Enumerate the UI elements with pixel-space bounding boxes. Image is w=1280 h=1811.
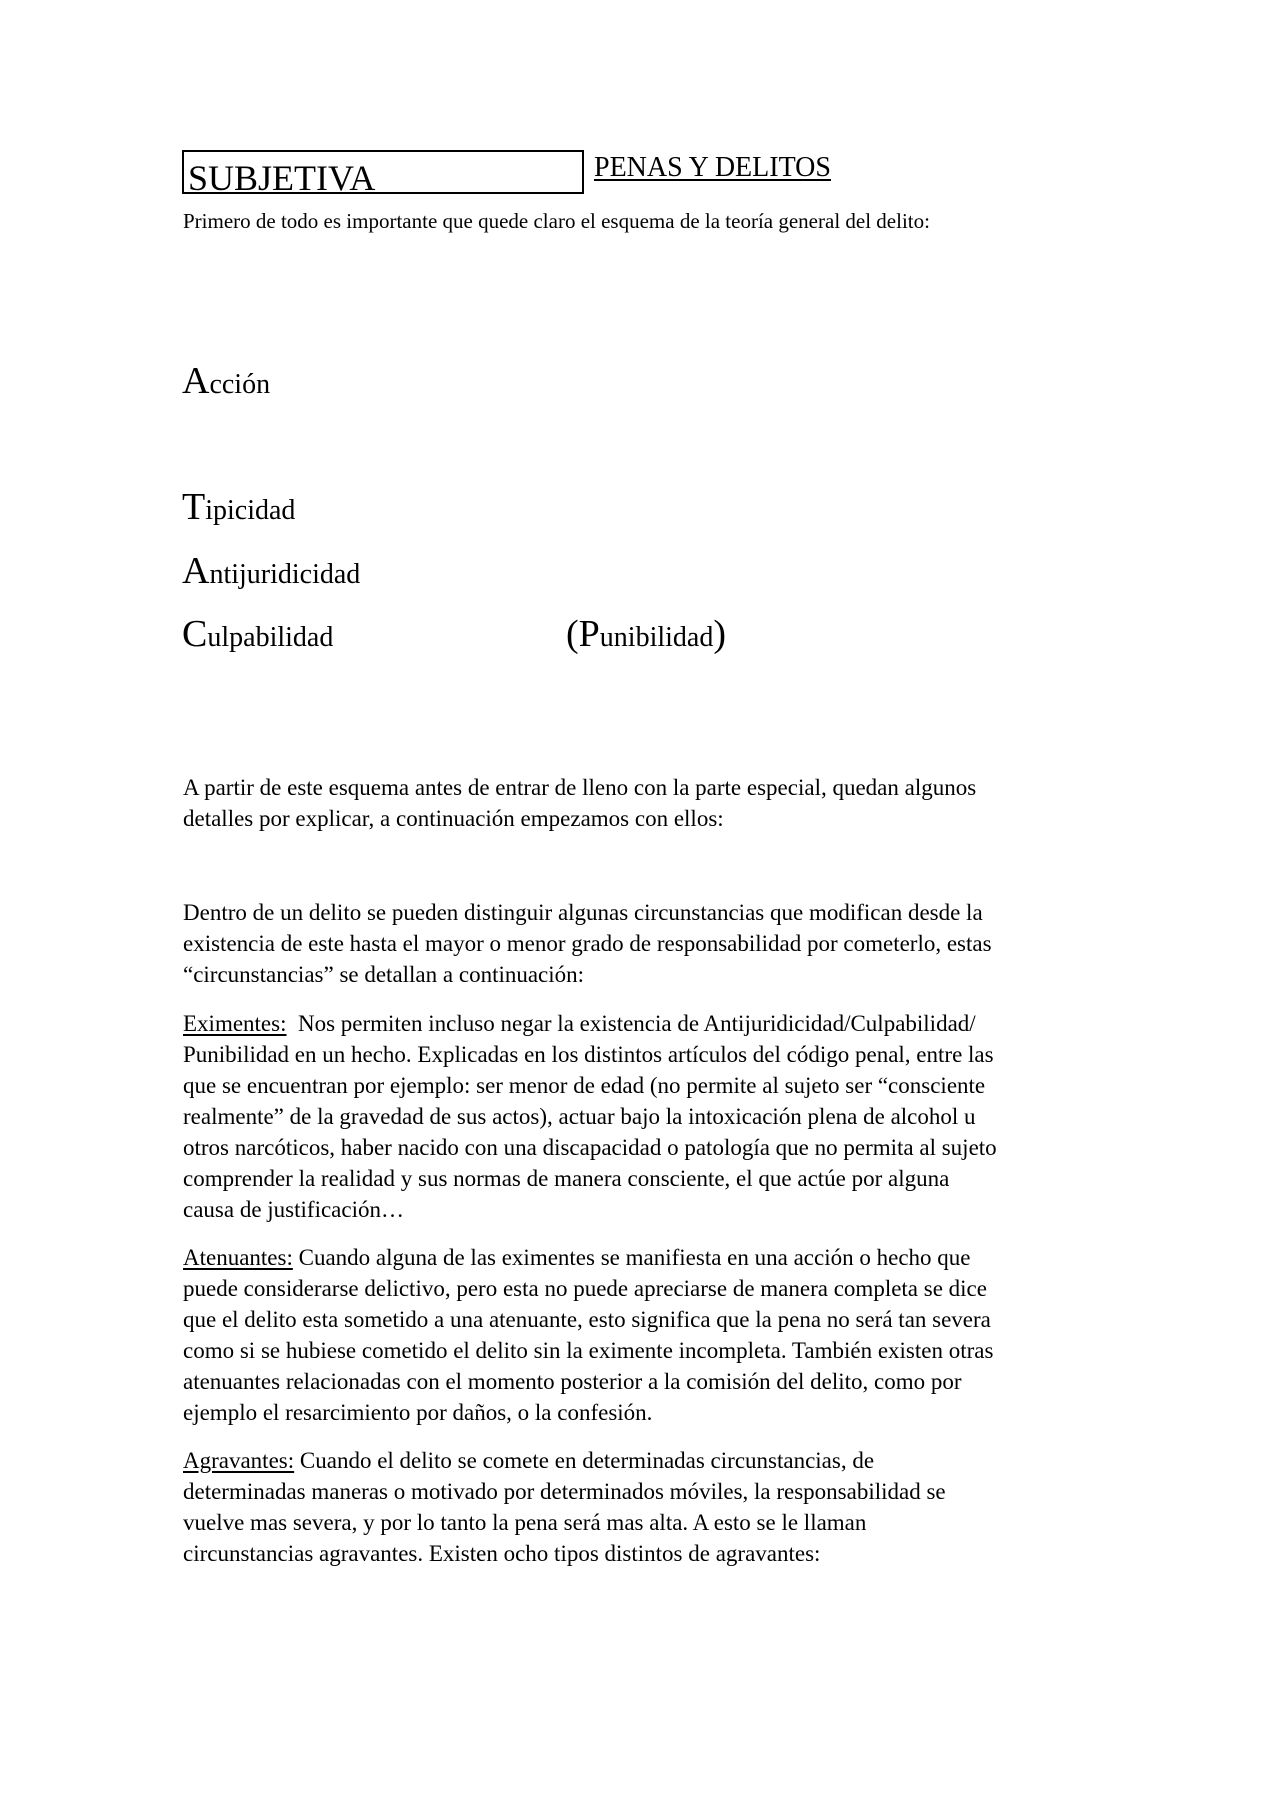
paragraph-line: vuelve mas severa, y por lo tanto la pena será mas alta. A esto se le llaman (183, 1510, 867, 1535)
paragraph-line: que el delito esta sometido a una atenuante, esto significa que la pena no será tan severa (183, 1307, 991, 1332)
scheme-tipicidad-rest: ipicidad (205, 495, 296, 526)
scheme-accion (182, 360, 271, 402)
scheme-punibilidad-rest: unibilidad (599, 622, 714, 653)
scheme-punibilidad-initial: P (578, 613, 600, 655)
scheme-culpabilidad (182, 613, 334, 655)
subject-label: SUBJETIVA (188, 158, 376, 198)
paragraph-line: determinadas maneras o motivado por determinados móviles, la responsabilidad se (183, 1479, 946, 1504)
course-title: PENAS Y DELITOS (594, 152, 831, 183)
paragraph-first-line (183, 1008, 1123, 1039)
paragraph-dentro (183, 897, 1123, 990)
paragraph-line: causa de justificación… (183, 1197, 404, 1222)
paragraph-line: comprender la realidad y sus normas de manera consciente, el que actúe por alguna (183, 1166, 950, 1191)
paragraph-agravantes (183, 1445, 1123, 1569)
paragraph-line: existencia de este hasta el mayor o menor grado de responsabilidad por cometerlo, estas (183, 931, 992, 956)
paragraph-line: otros narcóticos, haber nacido con una discapacidad o patología que no permita al sujeto (183, 1135, 997, 1160)
paragraph-line: Punibilidad en un hecho. Explicadas en los distintos artículos del código penal, entre las (183, 1042, 994, 1067)
paragraph-line-rest: Cuando alguna de las eximentes se manifiesta en una acción o hecho que (292, 1245, 971, 1270)
scheme-antijuridicidad (182, 550, 361, 592)
paragraph-line: A partir de este esquema antes de entrar de lleno con la parte especial, quedan algunos (183, 775, 977, 800)
paragraph-line: atenuantes relacionadas con el momento posterior a la comisión del delito, como por (183, 1369, 962, 1394)
paragraph-line: “circunstancias” se detallan a continuación: (183, 962, 585, 987)
paragraph-line: Dentro de un delito se pueden distinguir algunas circunstancias que modifican desde la (183, 900, 983, 925)
scheme-tipicidad (182, 486, 296, 528)
paragraph-line: realmente” de la gravedad de sus actos), actuar bajo la intoxicación plena de alcohol u (183, 1104, 976, 1129)
scheme-antijuridicidad-initial: A (182, 550, 210, 592)
paragraph-line-rest: Nos permiten incluso negar la existencia de Antijuridicidad/Culpabilidad/ (286, 1011, 976, 1036)
paragraph-line: que se encuentran por ejemplo: ser menor de edad (no permite al sujeto ser “consciente (183, 1073, 986, 1098)
scheme-culpabilidad-initial: C (182, 613, 208, 655)
scheme-culpabilidad-rest: ulpabilidad (207, 622, 334, 653)
paragraph-line-rest: Cuando el delito se comete en determinadas circunstancias, de (294, 1448, 875, 1473)
term-atenuantes: Atenuantes: (183, 1245, 293, 1270)
scheme-accion-initial: A (182, 360, 210, 402)
paragraph-line: ejemplo el resarcimiento por daños, o la confesión. (183, 1400, 653, 1425)
scheme-antijuridicidad-rest: ntijuridicidad (209, 559, 361, 590)
paragraph-first-line (183, 1445, 1123, 1476)
paragraph-first-line (183, 1242, 1123, 1273)
term-agravantes: Agravantes: (183, 1448, 295, 1473)
paragraph-partir (183, 772, 1123, 834)
intro-text: Primero de todo es importante que quede claro el esquema de la teoría general del delito: (183, 209, 930, 233)
scheme-punibilidad-open: ( (566, 613, 579, 655)
paragraph-line: circunstancias agravantes. Existen ocho tipos distintos de agravantes: (183, 1541, 821, 1566)
scheme-tipicidad-initial: T (182, 486, 206, 528)
scheme-punibilidad (566, 613, 726, 655)
paragraph-line: como si se hubiese cometido el delito sin la eximente incompleta. También existen otras (183, 1338, 994, 1363)
paragraph-atenuantes (183, 1242, 1123, 1428)
scheme-punibilidad-close: ) (713, 613, 726, 655)
paragraph-eximentes (183, 1008, 1123, 1225)
term-eximentes: Eximentes: (183, 1011, 287, 1036)
paragraph-line: puede considerarse delictivo, pero esta no puede apreciarse de manera completa se dice (183, 1276, 987, 1301)
subject-box (182, 150, 584, 198)
scheme-accion-rest: cción (209, 369, 271, 400)
paragraph-line: detalles por explicar, a continuación empezamos con ellos: (183, 806, 724, 831)
